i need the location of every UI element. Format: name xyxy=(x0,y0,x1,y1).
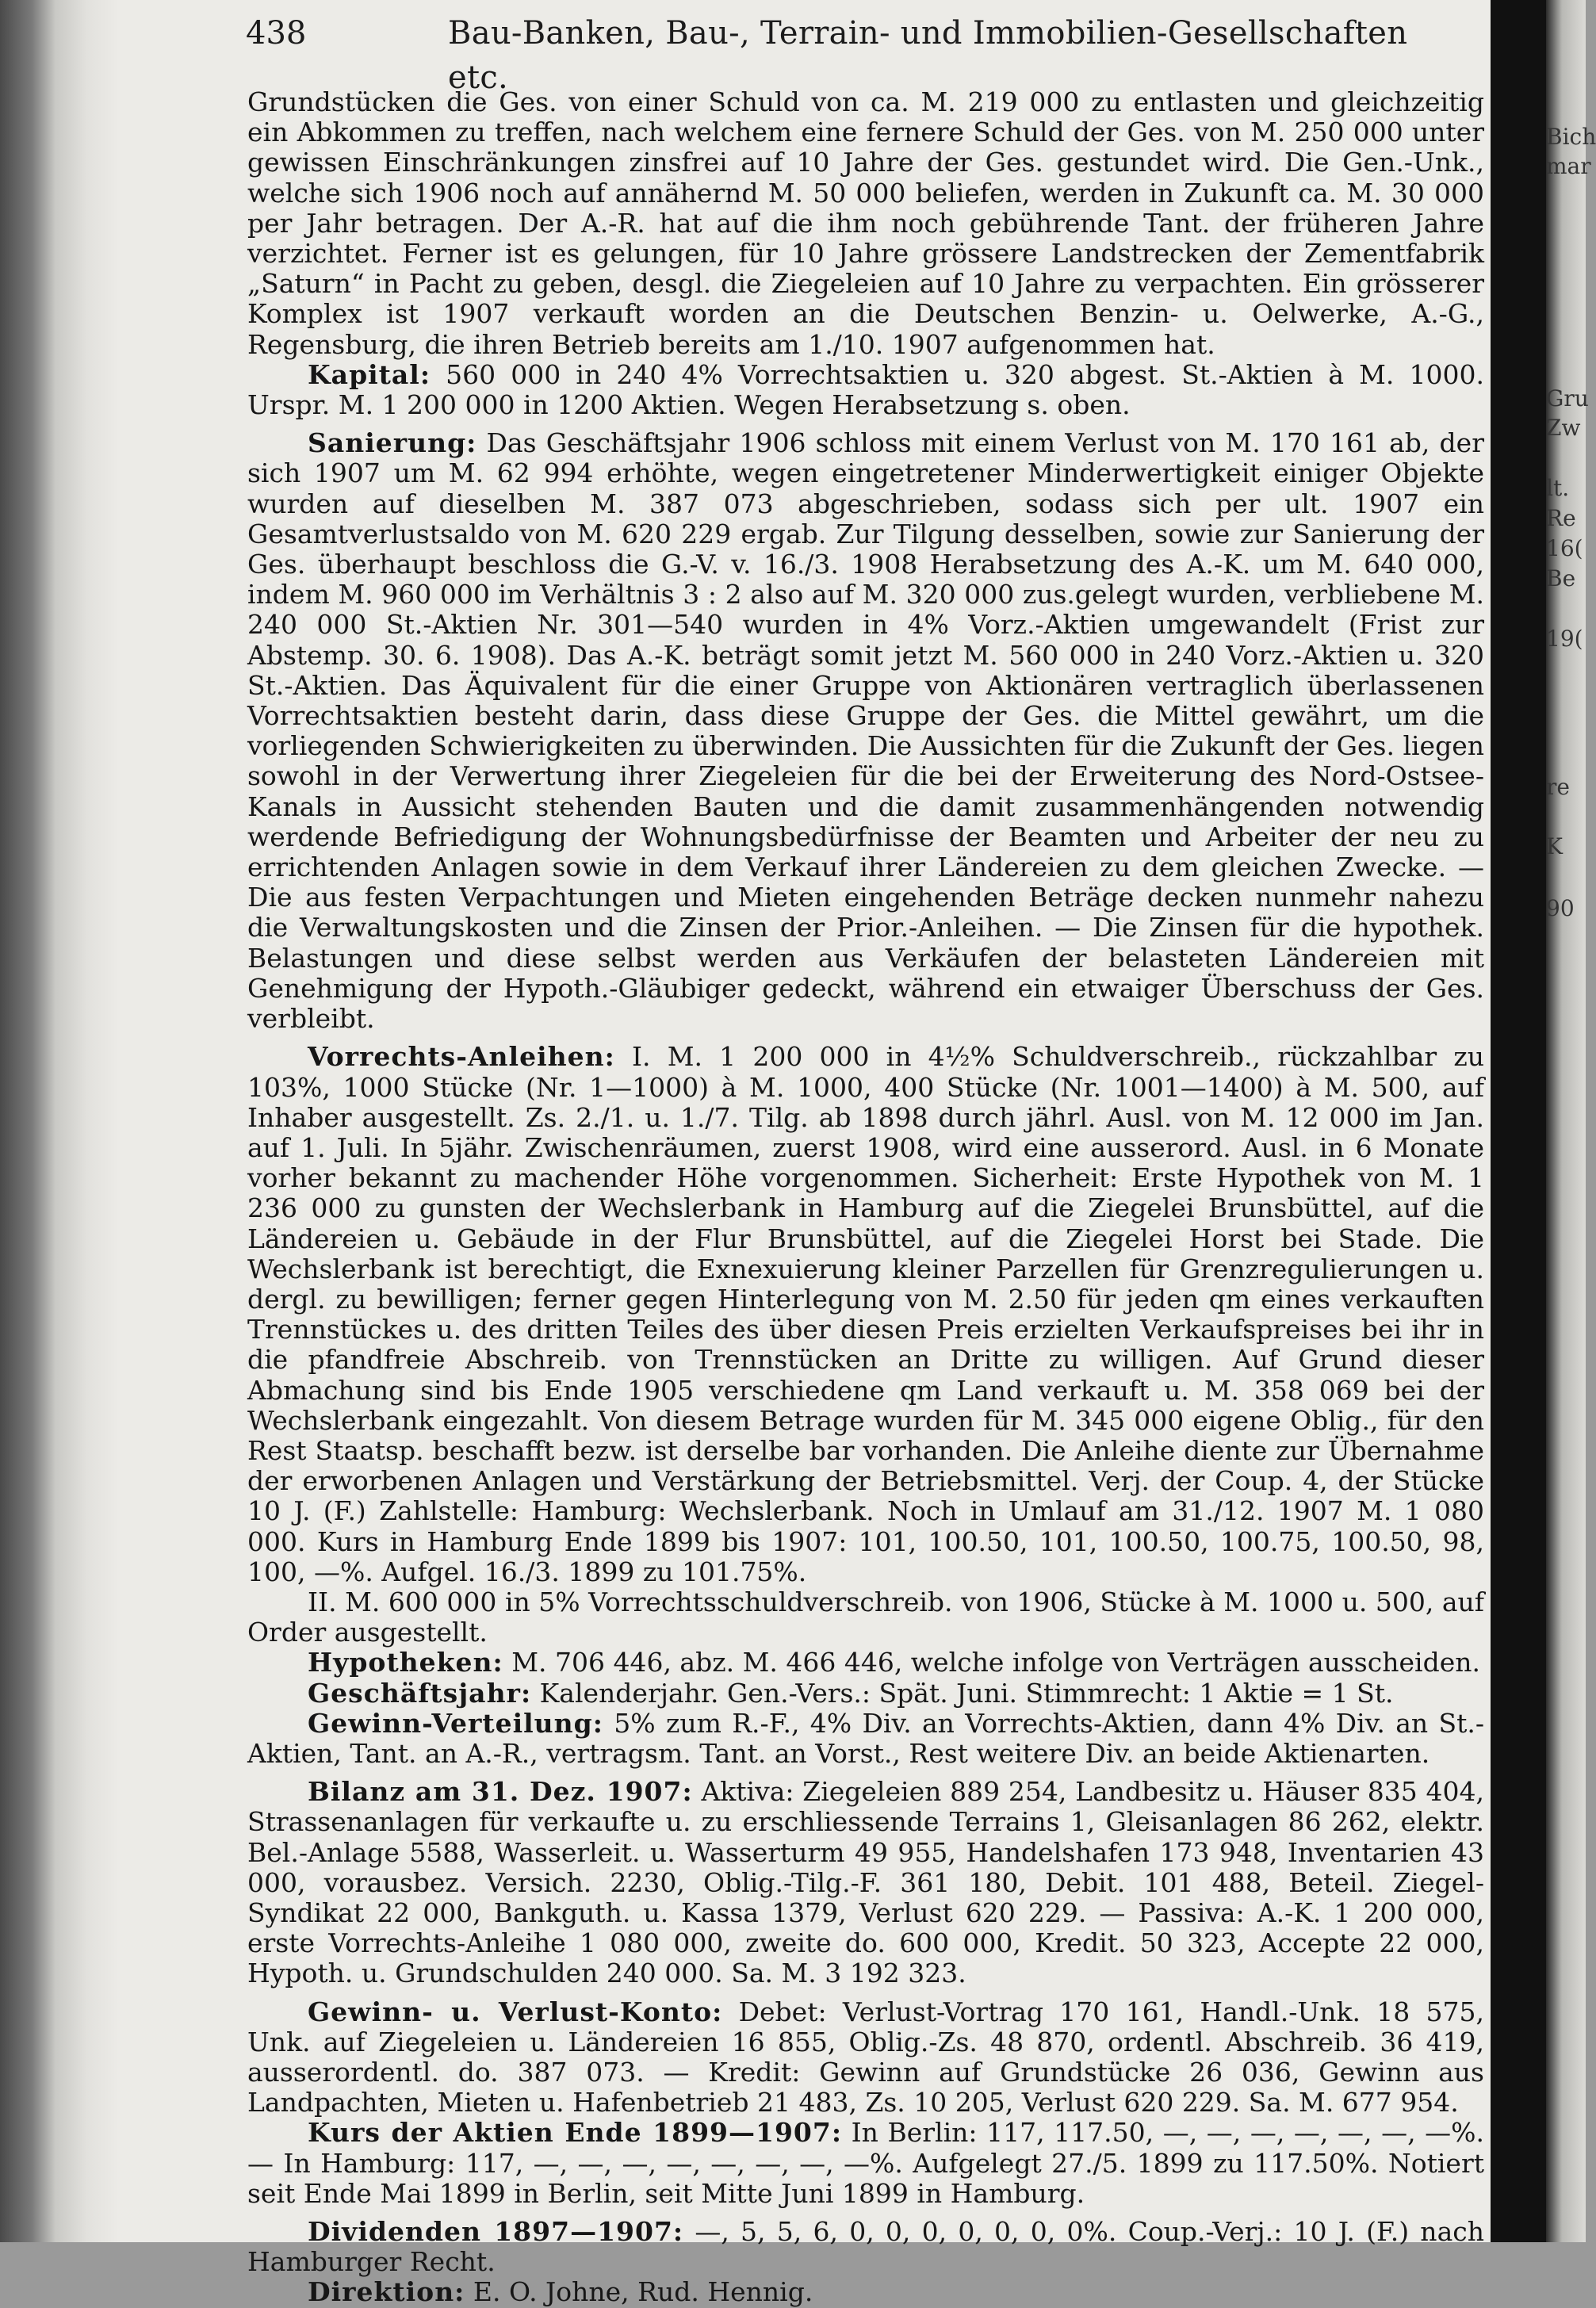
paragraph-vorrechts-anleihen: Vorrechts-Anleihen: I. M. 1 200 000 in 4½% Schuldverschreib., rückzahlbar zu 103%, 1000 Stücke (Nr. 1—1000) à M. 1000, 400 Stücke (Nr. 1001—1400) à M. 500, auf Inhaber ausgestellt. Zs. 2./1. u. 1./7. Tilg. ab 1898 durch jährl. Ausl. von M. 12 000 im Jan. auf 1. Juli. In 5jähr. Zwischenräumen, zuerst 1908, wird eine ausserord. Ausl. in 6 Monate vorher bekannt zu machender Höhe vorgenommen. Sicherheit: Erste Hypothek von M. 1 236 000 zu gunsten der Wechslerbank in Hamburg auf die Ziegelei Brunsbüttel, auf die Ländereien u. Gebäude in der Flur Brunsbüttel, auf die Ziegelei Horst bei Stade. Die Wechslerbank ist berechtigt, die Exnexuierung kleiner Parzellen für Grenzregulierungen u. dergl. zu bewilligen; ferner gegen Hinterlegung von M. 2.50 für jeden qm eines verkauften Trennstückes u. des dritten Teiles des über diesen Preis erzielten Verkaufspreises bei ihr in die pfandfreie Abschreib. von Trennstücken an Dritte zu willigen. Auf Grund dieser Abmachung sind bis Ende 1905 verschiedene qm Land verkauft u. M. 358 069 bei der Wechslerbank eingezahlt. Von diesem Betrage wurden für M. 345 000 eigene Oblig., für den Rest Staatsp. beschafft bezw. ist derselbe bar vorhanden. Die Anleihe diente zur Übernahme der erworbenen Anlagen und Verstärkung der Betriebsmittel. Verj. der Coup. 4, der Stücke 10 J. (F.) Zahlstelle: Hamburg: Wechslerbank. Noch in Umlauf am 31./12. 1907 M. 1 080 000. Kurs in Hamburg Ende 1899 bis 1907: 101, 100.50, 101, 100.50, 100.75, 100.50, 98, 100, —%. Aufgel. 16./3. 1899 zu 101.75%. xyxy=(247,1041,1484,1587)
section-label: Kapital: xyxy=(308,358,431,390)
section-label: Direktion: xyxy=(308,2276,465,2308)
section-label: Gewinn-Verteilung: xyxy=(308,1707,603,1739)
paragraph-hypotheken: Hypotheken: M. 706 446, abz. M. 466 446, welche infolge von Verträgen ausscheiden. xyxy=(308,1647,1480,1678)
paragraph-anleihe-ii: II. M. 600 000 in 5% Vorrechtsschuldverschreib. von 1906, Stücke à M. 1000 u. 500, auf Order ausgestellt. xyxy=(247,1586,1484,1648)
section-label: Geschäftsjahr: xyxy=(308,1677,532,1709)
paragraph-gewinn-verlust-konto: Gewinn- u. Verlust-Konto: Debet: Verlust-Vortrag 170 161, Handl.-Unk. 18 575, Unk. auf Ziegeleien u. Ländereien 16 855, Oblig.-Zs. 48 870, ordentl. Abschreib. 36 419, ausserordentl. do. 387 073. — Kredit: Gewinn auf Grundstücke 26 036, Gewinn aus Landpachten, Mieten u. Hafenbetrieb 21 483, Zs. 10 205, Verlust 620 229. Sa. M. 677 954. xyxy=(247,1996,1484,2119)
section-label: Vorrechts-Anleihen: xyxy=(308,1041,615,1073)
section-label: Dividenden 1897—1907: xyxy=(308,2216,684,2248)
page-number: 438 xyxy=(246,15,307,52)
adjacent-page-fragment: re xyxy=(1546,774,1570,800)
adjacent-page-fragment: Zw xyxy=(1546,415,1581,441)
book-spine-shadow xyxy=(1491,0,1546,2242)
left-gutter-shadow xyxy=(0,0,119,2242)
adjacent-page-fragment: K xyxy=(1546,833,1563,859)
section-label: Sanierung: xyxy=(308,427,477,459)
adjacent-page-fragment: Gru xyxy=(1546,385,1589,411)
paragraph-bilanz: Bilanz am 31. Dez. 1907: Aktiva: Ziegeleien 889 254, Landbesitz u. Häuser 835 404, Strassenanlagen für verkaufte u. zu erschliessende Terrains 1, Gleisanlagen 86 262, elektr. Bel.-Anlage 5588, Wasserleit. u. Wasserturm 49 955, Handelshafen 173 948, Inventarien 43 000, vorausbez. Versich. 2230, Oblig.-Tilg.-F. 361 180, Debit. 101 488, Beteil. Ziegel-Syndikat 22 000, Bankguth. u. Kassa 1379, Verlust 620 229. — Passiva: A.-K. 1 200 000, erste Vorrechts-Anleihe 1 080 000, zweite do. 600 000, Kredit. 50 323, Accepte 22 000, Hypoth. u. Grundschulden 240 000. Sa. M. 3 192 323. xyxy=(247,1776,1484,1989)
adjacent-page-edge xyxy=(1546,0,1596,2242)
section-label: Bilanz am 31. Dez. 1907: xyxy=(308,1776,693,1808)
paragraph-gewinn-verteilung: Gewinn-Verteilung: 5% zum R.-F., 4% Div. an Vorrechts-Aktien, dann 4% Div. an St.-Aktien, Tant. an A.-R., vertragsm. Tant. an Vorst., Rest weitere Div. an beide Aktienarten. xyxy=(247,1707,1484,1769)
section-label: Hypotheken: xyxy=(308,1647,503,1678)
paragraph-continuation: Grundstücken die Ges. von einer Schuld von ca. M. 219 000 zu entlasten und gleichzeitig ein Abkommen zu treffen, nach welchem eine fernere Schuld der Ges. von M. 250 000 unter gewissen Einschränkungen zinsfrei auf 10 Jahre der Ges. gestundet wird. Die Gen.-Unk., welche sich 1906 noch auf annähernd M. 50 000 beliefen, werden in Zukunft ca. M. 30 000 per Jahr betragen. Der A.-R. hat auf die ihm noch gebührende Tant. der früheren Jahre verzichtet. Ferner ist es gelungen, für 10 Jahre grössere Landstrecken der Zementfabrik „Saturn“ in Pacht zu geben, desgl. die Ziegeleien auf 10 Jahre zu verpachten. Ein grösserer Komplex ist 1907 verkauft worden an die Deutschen Benzin- u. Oelwerke, A.-G., Regensburg, die ihren Betrieb bereits am 1./10. 1907 aufgenommen hat. xyxy=(247,86,1484,360)
running-title: Bau-Banken, Bau-, Terrain- und Immobilien-Gesellschaften etc. xyxy=(448,15,1408,96)
adjacent-page-fragment: lt. xyxy=(1546,475,1570,501)
adjacent-page-fragment: mar xyxy=(1546,153,1591,179)
paragraph-geschaeftsjahr: Geschäftsjahr: Kalenderjahr. Gen.-Vers.: Spät. Juni. Stimmrecht: 1 Aktie = 1 St. xyxy=(308,1677,1394,1709)
paragraph-sanierung: Sanierung: Das Geschäftsjahr 1906 schloss mit einem Verlust von M. 170 161 ab, der sich 1907 um M. 62 994 erhöhte, wegen eingetretener Minderwertigkeit einiger Objekte wurden auf dieselben M. 387 073 abgeschrieben, sodass sich per ult. 1907 ein Gesamtverlustsaldo von M. 620 229 ergab. Zur Tilgung desselben, sowie zur Sanierung der Ges. überhaupt beschloss die G.-V. v. 16./3. 1908 Herabsetzung des A.-K. um M. 640 000, indem M. 960 000 im Verhältnis 3 : 2 also auf M. 320 000 zus.gelegt wurden, verbliebene M. 240 000 St.-Aktien Nr. 301—540 wurden in 4% Vorz.-Aktien umgewandelt (Frist zur Abstemp. 30. 6. 1908). Das A.-K. beträgt somit jetzt M. 560 000 in 240 Vorz.-Aktien u. 320 St.-Aktien. Das Äquivalent für die einer Gruppe von Aktionären vertraglich überlassenen Vorrechtsaktien besteht darin, dass diese Gruppe der Ges. die Mittel gewährt, um die vorliegenden Schwierigkeiten zu überwinden. Die Aussichten für die Zukunft der Ges. liegen sowohl in der Verwertung ihrer Ziegeleien für die bei der Erweiterung des Nord-Ostsee-Kanals in Aussicht stehenden Bauten und die damit zusammenhängenden notwendig werdende Befriedigung der Wohnungsbedürfnisse der Beamten und Arbeiter der neu zu errichtenden Anlagen sowie in dem Verkauf ihrer Ländereien zu dem gleichen Zwecke. — Die aus festen Verpachtungen und Mieten eingehenden Beträge decken nunmehr nahezu die Verwaltungskosten und die Zinsen der Prior.-Anleihen. — Die Zinsen für die hypothek. Belastungen und diese selbst werden aus Verkäufen der belasteten Ländereien mit Genehmigung der Hypoth.-Gläubiger gedeckt, während ein etwaiger Überschuss der Ges. verbleibt. xyxy=(247,427,1484,1035)
section-label: Kurs der Aktien Ende 1899—1907: xyxy=(308,2117,843,2149)
adjacent-page-fragment: Re xyxy=(1546,505,1576,531)
adjacent-page-fragment: 90 xyxy=(1546,895,1575,921)
adjacent-page-fragment: Bich xyxy=(1546,124,1596,150)
paragraph-kurs-der-aktien: Kurs der Aktien Ende 1899—1907: In Berlin: 117, 117.50, —, —, —, —, —, —, —%. — In Hamburg: 117, —, —, —, —, —, —, —, —%. Aufgelegt 27./5. 1899 zu 117.50%. Notiert seit Ende Mai 1899 in Berlin, seit Mitte Juni 1899 in Hamburg. xyxy=(247,2117,1484,2209)
page-header xyxy=(246,11,1467,96)
adjacent-page-fragment: 19( xyxy=(1546,626,1583,652)
section-label: Gewinn- u. Verlust-Konto: xyxy=(308,1996,723,2027)
paragraph-direktion: Direktion: E. O. Johne, Rud. Hennig. xyxy=(308,2276,813,2308)
page-body xyxy=(247,87,1484,2308)
paragraph-dividenden: Dividenden 1897—1907: —, 5, 5, 6, 0, 0, 0, 0, 0, 0, 0%. Coup.-Verj.: 10 J. (F.) nach Hamburger Recht. xyxy=(247,2216,1484,2278)
adjacent-page-fragment: Be xyxy=(1546,565,1576,591)
paragraph-kapital: Kapital: 560 000 in 240 4% Vorrechtsaktien u. 320 abgest. St.-Aktien à M. 1000. Urspr. M. 1 200 000 in 1200 Aktien. Wegen Herabsetzung s. oben. xyxy=(247,358,1484,421)
adjacent-page-fragment: 16( xyxy=(1546,535,1583,561)
